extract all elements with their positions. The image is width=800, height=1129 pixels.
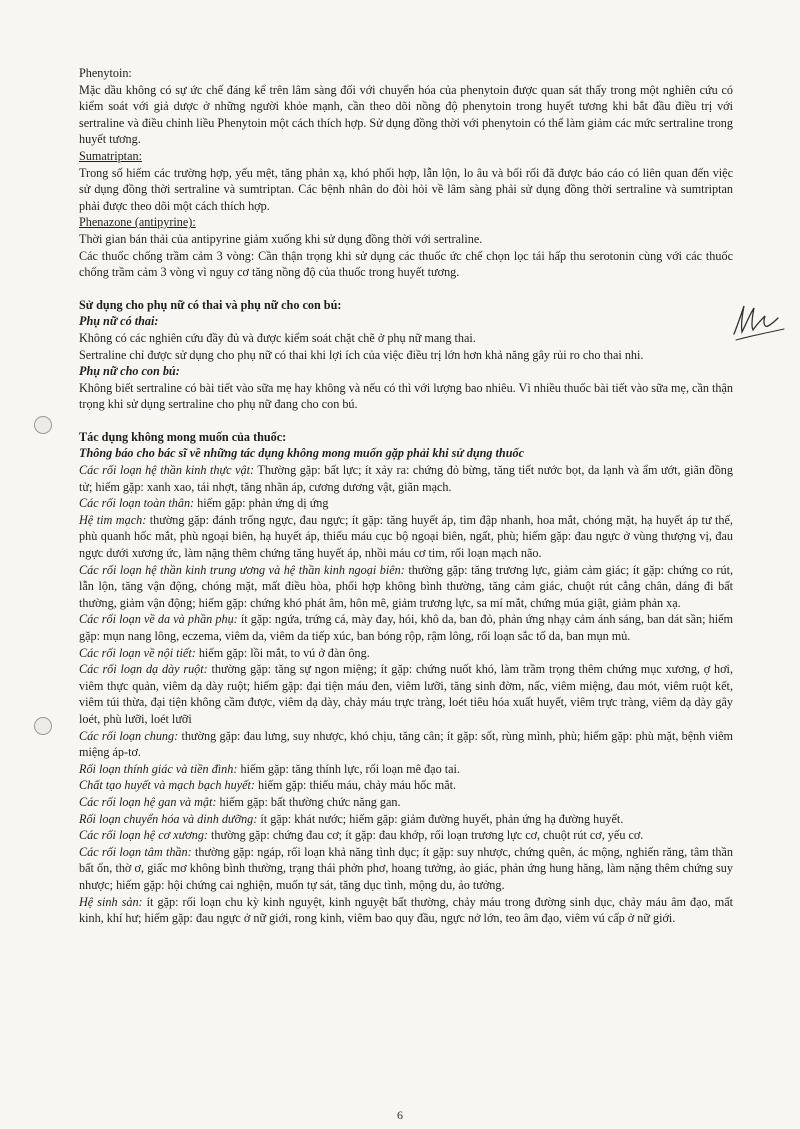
side-effect-text: hiếm gặp: thiếu máu, chảy máu hốc mắt. bbox=[255, 778, 457, 793]
section-gap bbox=[79, 413, 733, 429]
side-effect-text: hiếm gặp: phản ứng dị ứng bbox=[194, 496, 329, 511]
side-effect-category: Rối loạn chuyển hóa và dinh dưỡng: bbox=[79, 811, 258, 826]
paragraph-text: Mặc dầu không có sự ức chế đáng kể trên lâm sàng đối với chuyển hóa của phenytoin được quan sát thấy trong một nghiên cứu có kiểm soát với giả dược ở những người khỏe mạnh, cần theo dõi nồng độ phenytoin trong huyết tương khi bắt đầu điều trị với sertraline và điều chỉnh liều Phenytoin một cách thích hợp. Sử dụng đồng thời với phenytoin có thể làm giảm các mức sertraline trong huyết tương. bbox=[79, 82, 733, 147]
punch-hole-bottom bbox=[34, 717, 52, 735]
subsection-heading-text: Phụ nữ cho con bú: bbox=[79, 364, 180, 379]
side-effect-paragraph bbox=[79, 844, 733, 894]
side-effect-text: thường gặp: ngáp, rối loạn khả năng tình dục; ít gặp: suy nhược, chứng quên, ác mộng, nghiến răng, tâm thần bất ổn, thờ ơ, giấc mơ không bình thường, trạng thái phởn phơ, hoang tưởng, ảo giác, phản ứng hung hăng, làm nặng thêm chứng suy nhược; hiếm gặp: hội chứng cai nghiện, muốn tự sát, tăng dục tình, mộng du, ảo tưởng. bbox=[79, 844, 733, 892]
side-effect-text: Thường gặp: bất lực; ít xảy ra: chứng đỏ bừng, tăng tiết nước bọt, da lạnh và ẩm ướt, giãn đồng tử; hiếm gặp: xanh xao, tái nhợt, tăng nhãn áp, cương dương vật, giãn mạch. bbox=[79, 463, 733, 494]
subheading bbox=[79, 214, 733, 231]
subsection-heading-text: Phụ nữ có thai: bbox=[79, 314, 159, 329]
side-effect-paragraph bbox=[79, 894, 733, 927]
punch-hole-top bbox=[34, 416, 52, 434]
side-effect-category: Các rối loạn dạ dày ruột: bbox=[79, 662, 208, 677]
paragraph bbox=[79, 380, 733, 413]
side-effect-paragraph bbox=[79, 794, 733, 811]
side-effect-paragraph bbox=[79, 728, 733, 761]
paragraph-text: Thời gian bán thải của antipyrine giảm xuống khi sử dụng đồng thời với sertraline. bbox=[79, 231, 483, 246]
side-effect-text: thường gặp: đau lưng, suy nhược, khó chịu, tăng cân; ít gặp: sốt, rùng mình, phù; hiếm gặp: phù mặt, bệnh viêm miệng áp-tơ. bbox=[79, 728, 734, 760]
side-effect-category: Các rối loạn về da và phần phụ: bbox=[79, 612, 238, 627]
subheading bbox=[79, 148, 733, 165]
side-effect-category: Các rối loạn về nội tiết: bbox=[79, 645, 196, 660]
subheading-text: Sumatriptan: bbox=[79, 148, 142, 163]
side-effect-text: thường gặp: chứng đau cơ; ít gặp: đau khớp, rối loạn trương lực cơ, chuột rút cơ, yếu cơ. bbox=[207, 828, 644, 843]
side-effect-text: thường gặp: tăng trương lực, giảm cảm giác; ít gặp: chứng co rút, lẫn lộn, tăng vận động, chóng mặt, mất điều hòa, phối hợp không bình thường, tăng cảm giác, chuột rút cẳng chân, dáng đi bất thường, giảm vận động; hiếm gặp: chứng khó phát âm, hôn mê, giảm trương lực, sa mí mắt, chứng múa giật, giảm phản xạ. bbox=[79, 562, 734, 610]
section-heading-text: Sử dụng cho phụ nữ có thai và phụ nữ cho con bú: bbox=[79, 297, 342, 312]
section-heading bbox=[79, 429, 733, 446]
side-effect-category: Các rối loạn hệ gan và mật: bbox=[79, 794, 217, 809]
side-effect-category: Các rối loạn toàn thân: bbox=[79, 496, 195, 511]
subsection-heading bbox=[79, 363, 733, 380]
side-effect-text: thường gặp: đánh trống ngực, đau ngực; ít gặp: tăng huyết áp, tim đập nhanh, hoa mắt, chóng mặt, hạ huyết áp tư thế, phù quanh hốc mắt, phù ngoại biên, hạ huyết áp, thiếu máu cục bộ ngoại biên, ngất, phù; hiếm gặp: đau ngực ở vùng thượng vị, đau ngực dưới xương ức, làm nặng thêm chứng tăng huyết áp, nhồi máu cơ tim, rối loạn mạch não. bbox=[79, 512, 733, 561]
paragraph-text: Phenytoin: bbox=[79, 66, 132, 80]
side-effect-category: Các rối loạn tâm thần: bbox=[79, 844, 192, 859]
side-effect-paragraph bbox=[79, 495, 733, 512]
side-effect-text: hiếm gặp: tăng thính lực, rối loạn mê đạo tai. bbox=[237, 761, 460, 776]
section-heading-text: Tác dụng không mong muốn của thuốc: bbox=[79, 429, 287, 444]
paragraph bbox=[79, 248, 733, 281]
side-effect-text: ít gặp: ngứa, trứng cá, mày đay, hói, khô da, ban đỏ, phản ứng nhạy cảm ánh sáng, ban dát sần; hiếm gặp: mụn nang lông, eczema, viêm da, viêm da tiếp xúc, ban bóng rộp, rậm lông, rối loạn sắc tố da, ban mụn mủ. bbox=[79, 612, 733, 643]
paragraph-text: Không có các nghiên cứu đầy đủ và được kiểm soát chặt chẽ ở phụ nữ mang thai. bbox=[79, 330, 476, 345]
paragraph bbox=[79, 65, 733, 82]
side-effect-text: ít gặp: rối loạn chu kỳ kinh nguyệt, kinh nguyệt bất thường, chảy máu trong đường sinh dục, chảy máu âm đạo, mất kinh, khí hư; hiếm gặp: đau ngực ở nữ giới, rong kinh, viêm bao quy đầu, ngực nở lớn, teo âm đạo, viêm vú cấp ở nữ giới. bbox=[79, 894, 733, 926]
handwritten-initials bbox=[728, 302, 788, 344]
paragraph bbox=[79, 330, 733, 347]
side-effect-paragraph bbox=[79, 761, 733, 778]
side-effect-paragraph bbox=[79, 562, 733, 612]
side-effect-paragraph bbox=[79, 811, 733, 828]
paragraph bbox=[79, 82, 733, 148]
side-effect-text: hiếm gặp: lồi mắt, to vú ở đàn ông. bbox=[195, 645, 370, 660]
subsection-heading bbox=[79, 445, 733, 462]
side-effect-category: Các rối loạn hệ thần kinh trung ương và hệ thần kinh ngoại biên: bbox=[79, 562, 405, 577]
subsection-heading bbox=[79, 313, 733, 330]
side-effect-category: Các rối loạn hệ cơ xương: bbox=[79, 828, 208, 843]
side-effect-paragraph bbox=[79, 611, 733, 644]
paragraph bbox=[79, 347, 733, 364]
subsection-heading-text: Thông báo cho bác sĩ về những tác dụng không mong muốn gặp phải khi sử dụng thuốc bbox=[79, 446, 524, 461]
side-effect-category: Rối loạn thính giác và tiền đình: bbox=[79, 761, 238, 776]
side-effect-paragraph bbox=[79, 661, 733, 727]
paragraph-text: Trong số hiếm các trường hợp, yếu mệt, tăng phản xạ, khó phối hợp, lẫn lộn, lo âu và bối rối đã được báo cáo có liên quan đến việc sử dụng đồng thời sertraline và sumtriptan. Các bệnh nhân do đòi hỏi về lâm sàng phải sử dụng đồng thời sertraline và sumtriptan phải được theo dõi một cách thích hợp. bbox=[79, 165, 733, 213]
side-effect-text: ít gặp: khát nước; hiếm gặp: giảm đường huyết, phản ứng hạ đường huyết. bbox=[257, 811, 624, 826]
section-gap bbox=[79, 281, 733, 297]
side-effect-category: Hệ sinh sản: bbox=[79, 894, 143, 909]
side-effect-text: thường gặp: tăng sự ngon miệng; ít gặp: chứng nuốt khó, làm trầm trọng thêm chứng mục xương, ợ hơi, viêm thực quản, viêm dạ dày ruột; hiếm gặp: đại tiện máu đen, viêm lưỡi, tăng sinh đờm, nấc, viêm miệng, đau mót, viêm ruột kết, viêm túi thừa, đại tiện không cầm được, viêm dạ dày, chảy máu trực tràng, loét tiêu hóa xuất huyết, viêm trực tràng, viêm dạ dày gây loét, phù lưỡi, loét lưỡi bbox=[79, 662, 733, 726]
side-effect-paragraph bbox=[79, 462, 733, 495]
side-effect-paragraph bbox=[79, 777, 733, 794]
document-body bbox=[79, 65, 733, 927]
paragraph-text: Các thuốc chống trầm cảm 3 vòng: Cần thận trọng khi sử dụng các thuốc ức chế chọn lọc tái hấp thu serotonin cùng với các thuốc chống trầm cảm 3 vòng vì nguy cơ tăng nồng độ của thuốc trong huyết tương. bbox=[79, 248, 733, 280]
side-effect-category: Các rối loạn chung: bbox=[79, 728, 179, 743]
paragraph-text: Sertraline chỉ được sử dụng cho phụ nữ có thai khi lợi ích của việc điều trị lớn hơn khả năng gây rủi ro cho thai nhi. bbox=[79, 347, 644, 362]
paragraph bbox=[79, 231, 733, 248]
side-effect-paragraph bbox=[79, 645, 733, 662]
page-number: 6 bbox=[397, 1108, 403, 1122]
subheading-text: Phenazone (antipyrine): bbox=[79, 215, 196, 230]
side-effect-text: hiếm gặp: bất thường chức năng gan. bbox=[216, 794, 401, 809]
side-effect-paragraph bbox=[79, 827, 733, 844]
side-effect-category: Chất tạo huyết và mạch bạch huyết: bbox=[79, 778, 255, 793]
side-effect-category: Các rối loạn hệ thần kinh thực vật: bbox=[79, 463, 255, 478]
paragraph bbox=[79, 165, 733, 215]
section-heading bbox=[79, 297, 733, 314]
paragraph-text: Không biết sertraline có bài tiết vào sữa mẹ hay không và nếu có thì với lượng bao nhiêu. Vì nhiều thuốc bài tiết vào sữa mẹ, cần thận trọng khi sử dụng sertraline cho phụ nữ đang cho con bú. bbox=[79, 380, 733, 412]
side-effect-paragraph bbox=[79, 512, 733, 562]
side-effect-category: Hệ tim mạch: bbox=[79, 512, 147, 527]
